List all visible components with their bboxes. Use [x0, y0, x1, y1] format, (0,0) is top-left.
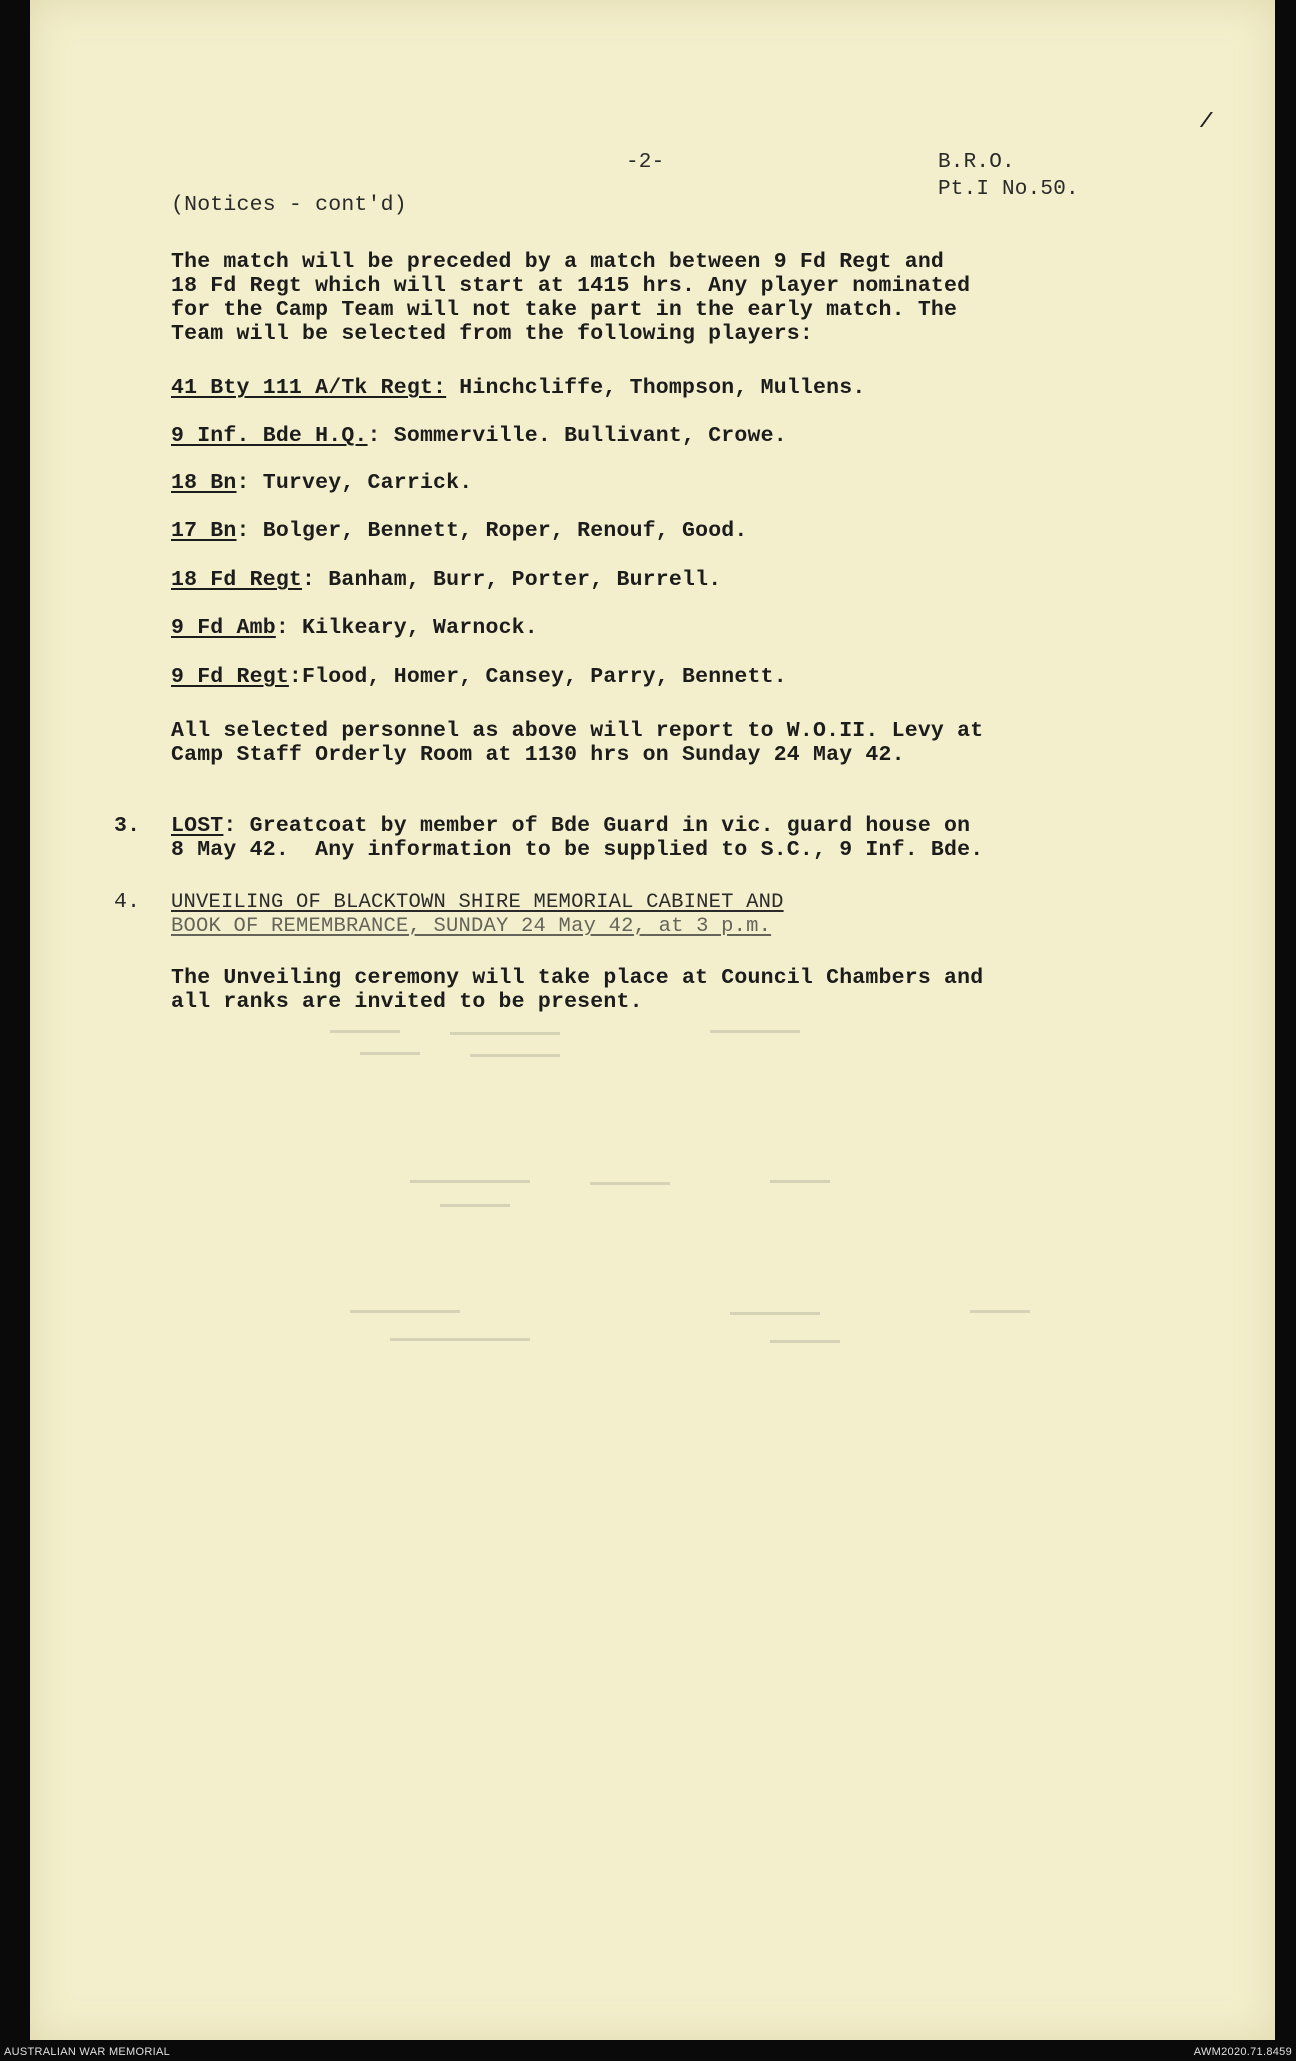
- player-row: [171, 519, 748, 544]
- player-row: [171, 376, 865, 401]
- player-names: : Bolger, Bennett, Roper, Renouf, Good.: [236, 519, 748, 543]
- unit-name: 17 Bn: [171, 519, 237, 543]
- item-text: : Greatcoat by member of Bde Guard in vic. guard house on: [223, 814, 971, 838]
- item-title: BOOK OF REMEMBRANCE, SUNDAY 24 May 42, at 3 p.m.: [171, 915, 772, 938]
- footer-archive-name: AUSTRALIAN WAR MEMORIAL: [4, 2046, 171, 2058]
- footer-accession-number: AWM2020.71.8459: [1193, 2046, 1292, 2058]
- player-row: [171, 424, 787, 449]
- unit-name: 9 Fd Amb: [171, 616, 276, 640]
- report-line: All selected personnel as above will report to W.O.II. Levy at: [171, 719, 984, 743]
- item-line: all ranks are invited to be present.: [171, 990, 643, 1014]
- report-line: Camp Staff Orderly Room at 1130 hrs on Sunday 24 May 42.: [171, 743, 905, 767]
- item-line: The Unveiling ceremony will take place at Council Chambers and: [171, 966, 984, 990]
- player-names: Hinchcliffe, Thompson, Mullens.: [446, 376, 866, 400]
- player-names: : Kilkeary, Warnock.: [275, 616, 538, 640]
- document-page: [30, 0, 1275, 2040]
- unit-name: 18 Bn: [171, 471, 237, 495]
- item-title: UNVEILING OF BLACKTOWN SHIRE MEMORIAL CABINET AND: [171, 891, 784, 914]
- player-names: : Sommerville. Bullivant, Crowe.: [367, 424, 787, 448]
- player-names: : Turvey, Carrick.: [236, 471, 473, 495]
- player-row: [171, 568, 721, 593]
- unit-name: 41 Bty 111 A/Tk Regt:: [171, 376, 447, 400]
- player-row: [171, 665, 787, 690]
- intro-line: Team will be selected from the following players:: [171, 322, 814, 346]
- player-names: : Banham, Burr, Porter, Burrell.: [302, 568, 722, 592]
- item-line: 8 May 42. Any information to be supplied to S.C., 9 Inf. Bde.: [171, 838, 984, 862]
- unit-name: 18 Fd Regt: [171, 568, 303, 592]
- corner-mark: /: [1200, 111, 1213, 134]
- page-number: -2-: [626, 151, 665, 174]
- unit-name: 9 Inf. Bde H.Q.: [171, 424, 368, 448]
- smudge-texture: [210, 1020, 1110, 1380]
- reference-line-1: B.R.O.: [938, 151, 1015, 174]
- item-line: [171, 814, 970, 839]
- item-number: 3.: [114, 814, 141, 838]
- unit-name: 9 Fd Regt: [171, 665, 289, 689]
- reference-line-2: Pt.I No.50.: [938, 178, 1079, 201]
- player-row: [171, 616, 538, 641]
- bleed-through-marks: [210, 1020, 1110, 1380]
- intro-line: The match will be preceded by a match between 9 Fd Regt and: [171, 250, 945, 274]
- notices-heading: (Notices - cont'd): [171, 193, 407, 217]
- player-names: :Flood, Homer, Cansey, Parry, Bennett.: [288, 665, 787, 689]
- item-title: LOST: [171, 814, 224, 838]
- intro-line: 18 Fd Regt which will start at 1415 hrs. Any player nominated: [171, 274, 971, 298]
- item-number: 4.: [114, 890, 141, 914]
- player-row: [171, 471, 472, 496]
- intro-line: for the Camp Team will not take part in the early match. The: [171, 298, 958, 322]
